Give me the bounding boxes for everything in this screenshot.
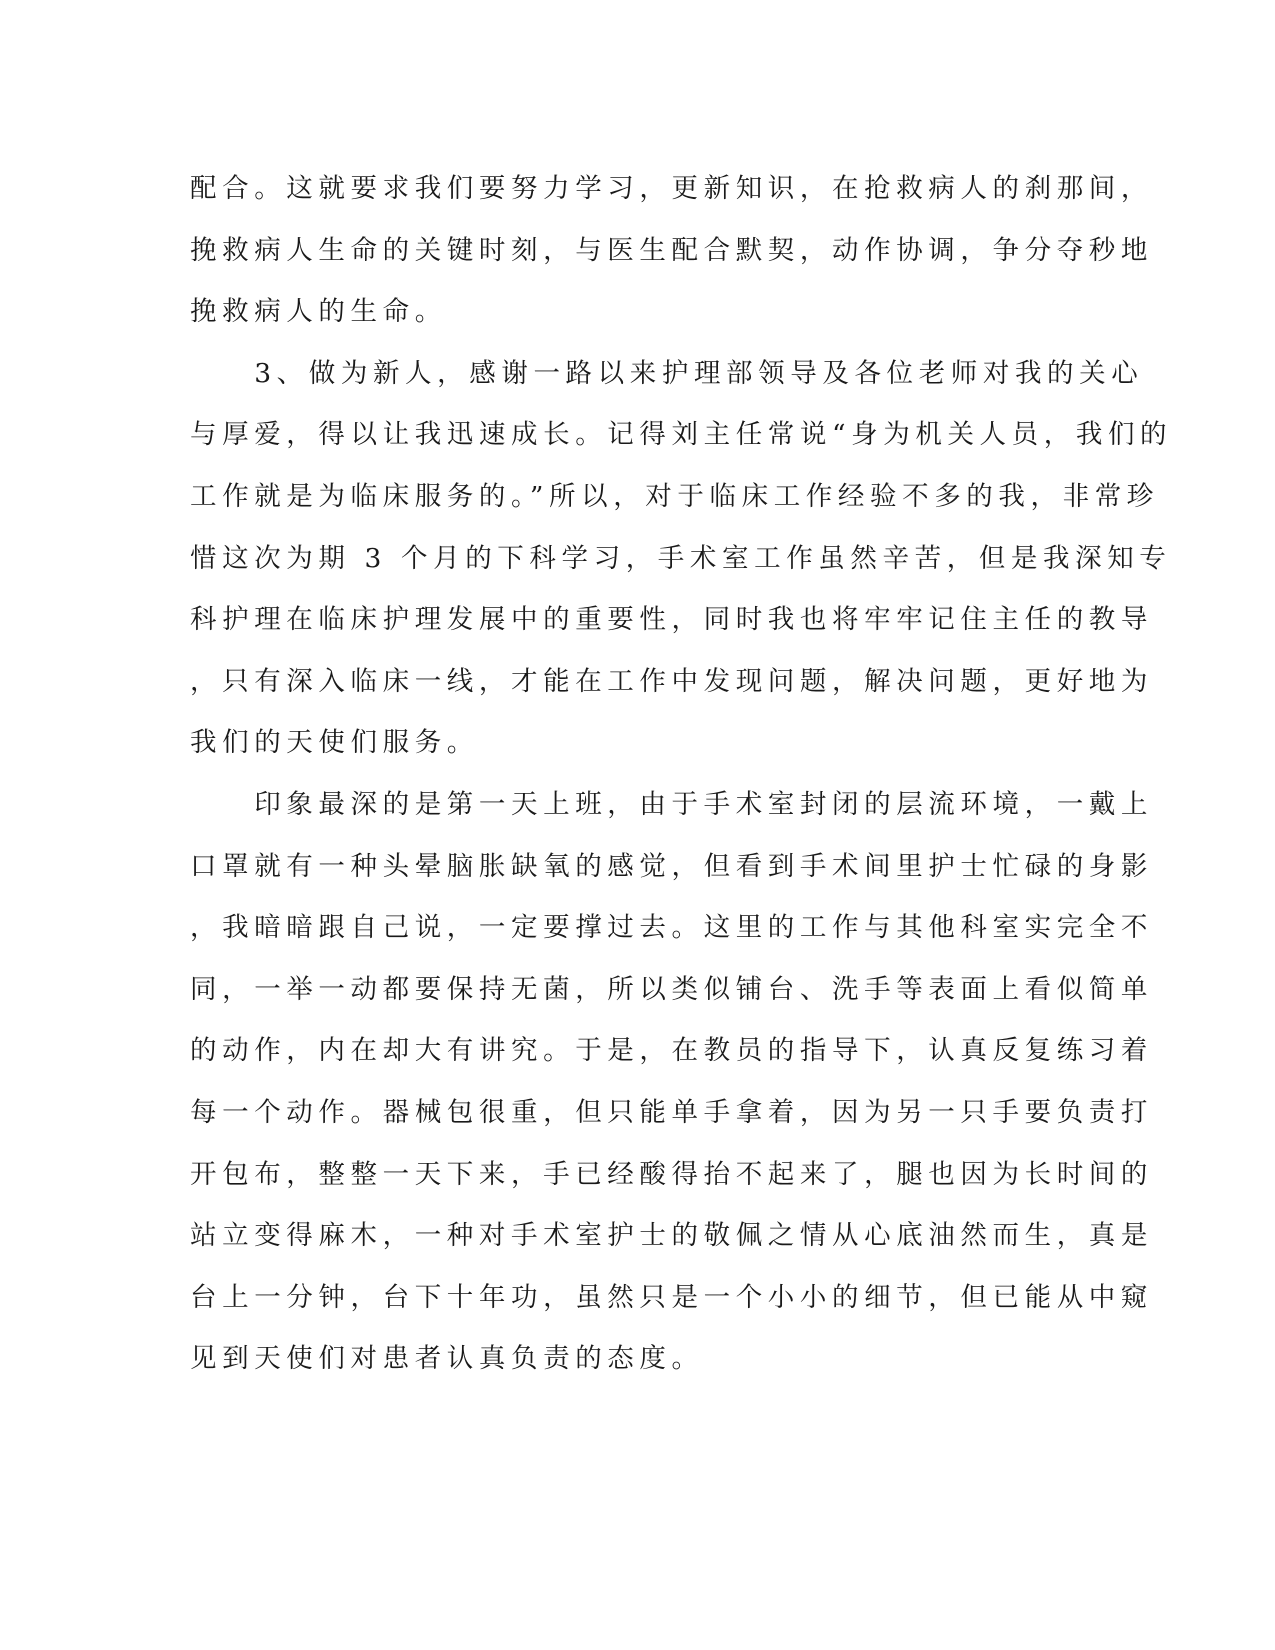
text-line: 同，一举一动都要保持无菌，所以类似铺台、洗手等表面上看似简单 xyxy=(190,973,1153,1005)
text-line: 惜这次为期 3 个月的下科学习，手术室工作虽然辛苦，但是我深知专 xyxy=(190,542,1172,574)
text-line: 挽救病人生命的关键时刻，与医生配合默契，动作协调，争分夺秒地 xyxy=(190,234,1153,266)
body-text xyxy=(190,158,1173,1390)
text-line: 我们的天使们服务。 xyxy=(190,727,479,759)
text-line: 见到天使们对患者认真负责的态度。 xyxy=(190,1343,704,1375)
text-line: 3、做为新人，感谢一路以来护理部领导及各位老师对我的关心 xyxy=(190,357,1144,389)
text-line: 科护理在临床护理发展中的重要性，同时我也将牢牢记住主任的教导 xyxy=(190,604,1153,636)
text-line: 开包布，整整一天下来，手已经酸得抬不起来了，腿也因为长时间的 xyxy=(190,1158,1153,1190)
text-line: 的动作，内在却大有讲究。于是，在教员的指导下，认真反复练习着 xyxy=(190,1035,1153,1067)
text-line: 配合。这就要求我们要努力学习，更新知识，在抢救病人的刹那间， xyxy=(190,173,1153,204)
text-line: 与厚爱，得以让我迅速成长。记得刘主任常说“身为机关人员，我们的 xyxy=(190,419,1173,451)
text-line: 站立变得麻木，一种对手术室护士的敬佩之情从心底油然而生，真是 xyxy=(190,1220,1153,1252)
text-line: 口罩就有一种头晕脑胀缺氧的感觉，但看到手术间里护士忙碌的身影 xyxy=(190,850,1153,882)
text-line: ，我暗暗跟自己说，一定要撑过去。这里的工作与其他科室实完全不 xyxy=(190,912,1153,944)
text-line: 工作就是为临床服务的。”所以，对于临床工作经验不多的我，非常珍 xyxy=(190,480,1159,512)
text-line: 挽救病人的生命。 xyxy=(190,296,447,328)
text-line: 印象最深的是第一天上班，由于手术室封闭的层流环境，一戴上 xyxy=(190,788,1153,820)
text-line: 台上一分钟，台下十年功，虽然只是一个小小的细节，但已能从中窥 xyxy=(190,1281,1153,1313)
text-line: ，只有深入临床一线，才能在工作中发现问题，解决问题，更好地为 xyxy=(190,665,1153,697)
text-line: 每一个动作。器械包很重，但只能单手拿着，因为另一只手要负责打 xyxy=(190,1096,1153,1128)
